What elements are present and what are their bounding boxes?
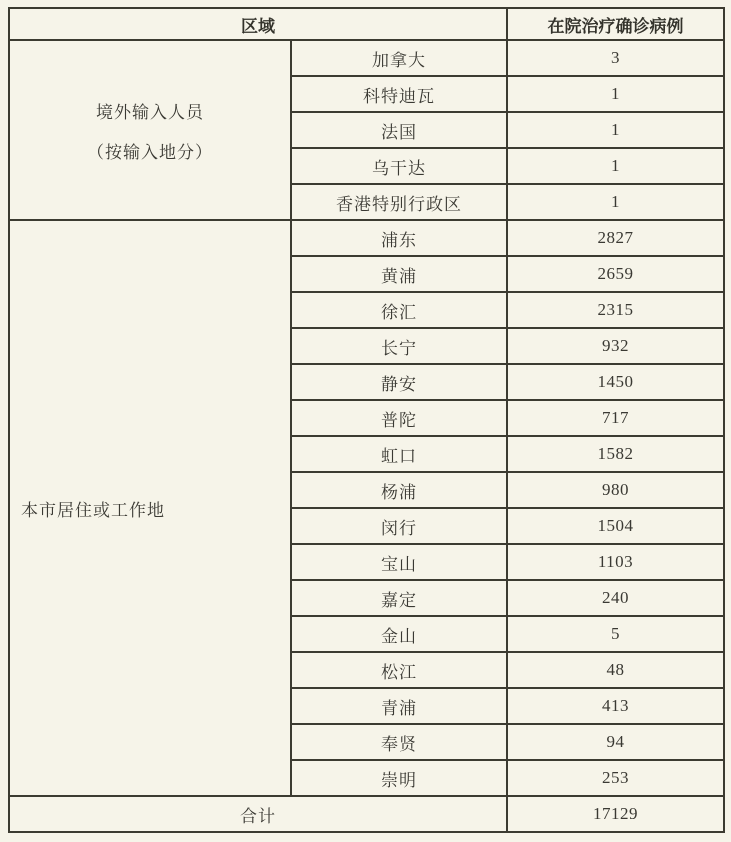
cases-cell: 1582 bbox=[507, 436, 724, 472]
cases-cell: 1103 bbox=[507, 544, 724, 580]
region-cell: 加拿大 bbox=[291, 40, 507, 76]
region-cell: 浦东 bbox=[291, 220, 507, 256]
cases-cell: 253 bbox=[507, 760, 724, 796]
group-label-local bbox=[9, 220, 291, 796]
cases-cell: 1504 bbox=[507, 508, 724, 544]
group-label-imported bbox=[9, 40, 291, 220]
region-cell: 嘉定 bbox=[291, 580, 507, 616]
cases-cell: 240 bbox=[507, 580, 724, 616]
region-cell: 乌干达 bbox=[291, 148, 507, 184]
region-cell: 宝山 bbox=[291, 544, 507, 580]
cases-cell: 1 bbox=[507, 184, 724, 220]
cases-cell: 1 bbox=[507, 112, 724, 148]
total-value-cell: 17129 bbox=[507, 796, 724, 832]
header-cell-cases: 在院治疗确诊病例 bbox=[507, 8, 724, 40]
cases-cell: 48 bbox=[507, 652, 724, 688]
cases-cell: 3 bbox=[507, 40, 724, 76]
group-label-line: 境外输入人员 bbox=[96, 102, 204, 122]
cases-cell: 5 bbox=[507, 616, 724, 652]
header-row bbox=[9, 8, 724, 40]
table-row bbox=[9, 40, 724, 76]
region-cell: 松江 bbox=[291, 652, 507, 688]
region-cell: 普陀 bbox=[291, 400, 507, 436]
cases-cell: 1 bbox=[507, 76, 724, 112]
region-cell: 法国 bbox=[291, 112, 507, 148]
cases-cell: 2827 bbox=[507, 220, 724, 256]
region-cell: 黄浦 bbox=[291, 256, 507, 292]
region-cell: 青浦 bbox=[291, 688, 507, 724]
region-cell: 闵行 bbox=[291, 508, 507, 544]
cases-cell: 94 bbox=[507, 724, 724, 760]
cases-cell: 2659 bbox=[507, 256, 724, 292]
region-cell: 徐汇 bbox=[291, 292, 507, 328]
region-cell: 奉贤 bbox=[291, 724, 507, 760]
table-row bbox=[9, 220, 724, 256]
region-cell: 虹口 bbox=[291, 436, 507, 472]
total-row bbox=[9, 796, 724, 832]
cases-cell: 413 bbox=[507, 688, 724, 724]
region-cell: 香港特别行政区 bbox=[291, 184, 507, 220]
group-label-line: （按输入地分） bbox=[87, 142, 213, 162]
region-cell: 科特迪瓦 bbox=[291, 76, 507, 112]
region-cell: 金山 bbox=[291, 616, 507, 652]
cases-cell: 1 bbox=[507, 148, 724, 184]
cases-by-region-table bbox=[8, 7, 725, 833]
region-cell: 静安 bbox=[291, 364, 507, 400]
region-cell: 长宁 bbox=[291, 328, 507, 364]
region-cell: 杨浦 bbox=[291, 472, 507, 508]
cases-cell: 932 bbox=[507, 328, 724, 364]
region-cell: 崇明 bbox=[291, 760, 507, 796]
cases-cell: 717 bbox=[507, 400, 724, 436]
group-label-line: 本市居住或工作地 bbox=[21, 500, 165, 520]
cases-cell: 1450 bbox=[507, 364, 724, 400]
cases-cell: 980 bbox=[507, 472, 724, 508]
total-label-cell: 合计 bbox=[9, 796, 507, 832]
cases-cell: 2315 bbox=[507, 292, 724, 328]
header-cell-region: 区域 bbox=[9, 8, 507, 40]
